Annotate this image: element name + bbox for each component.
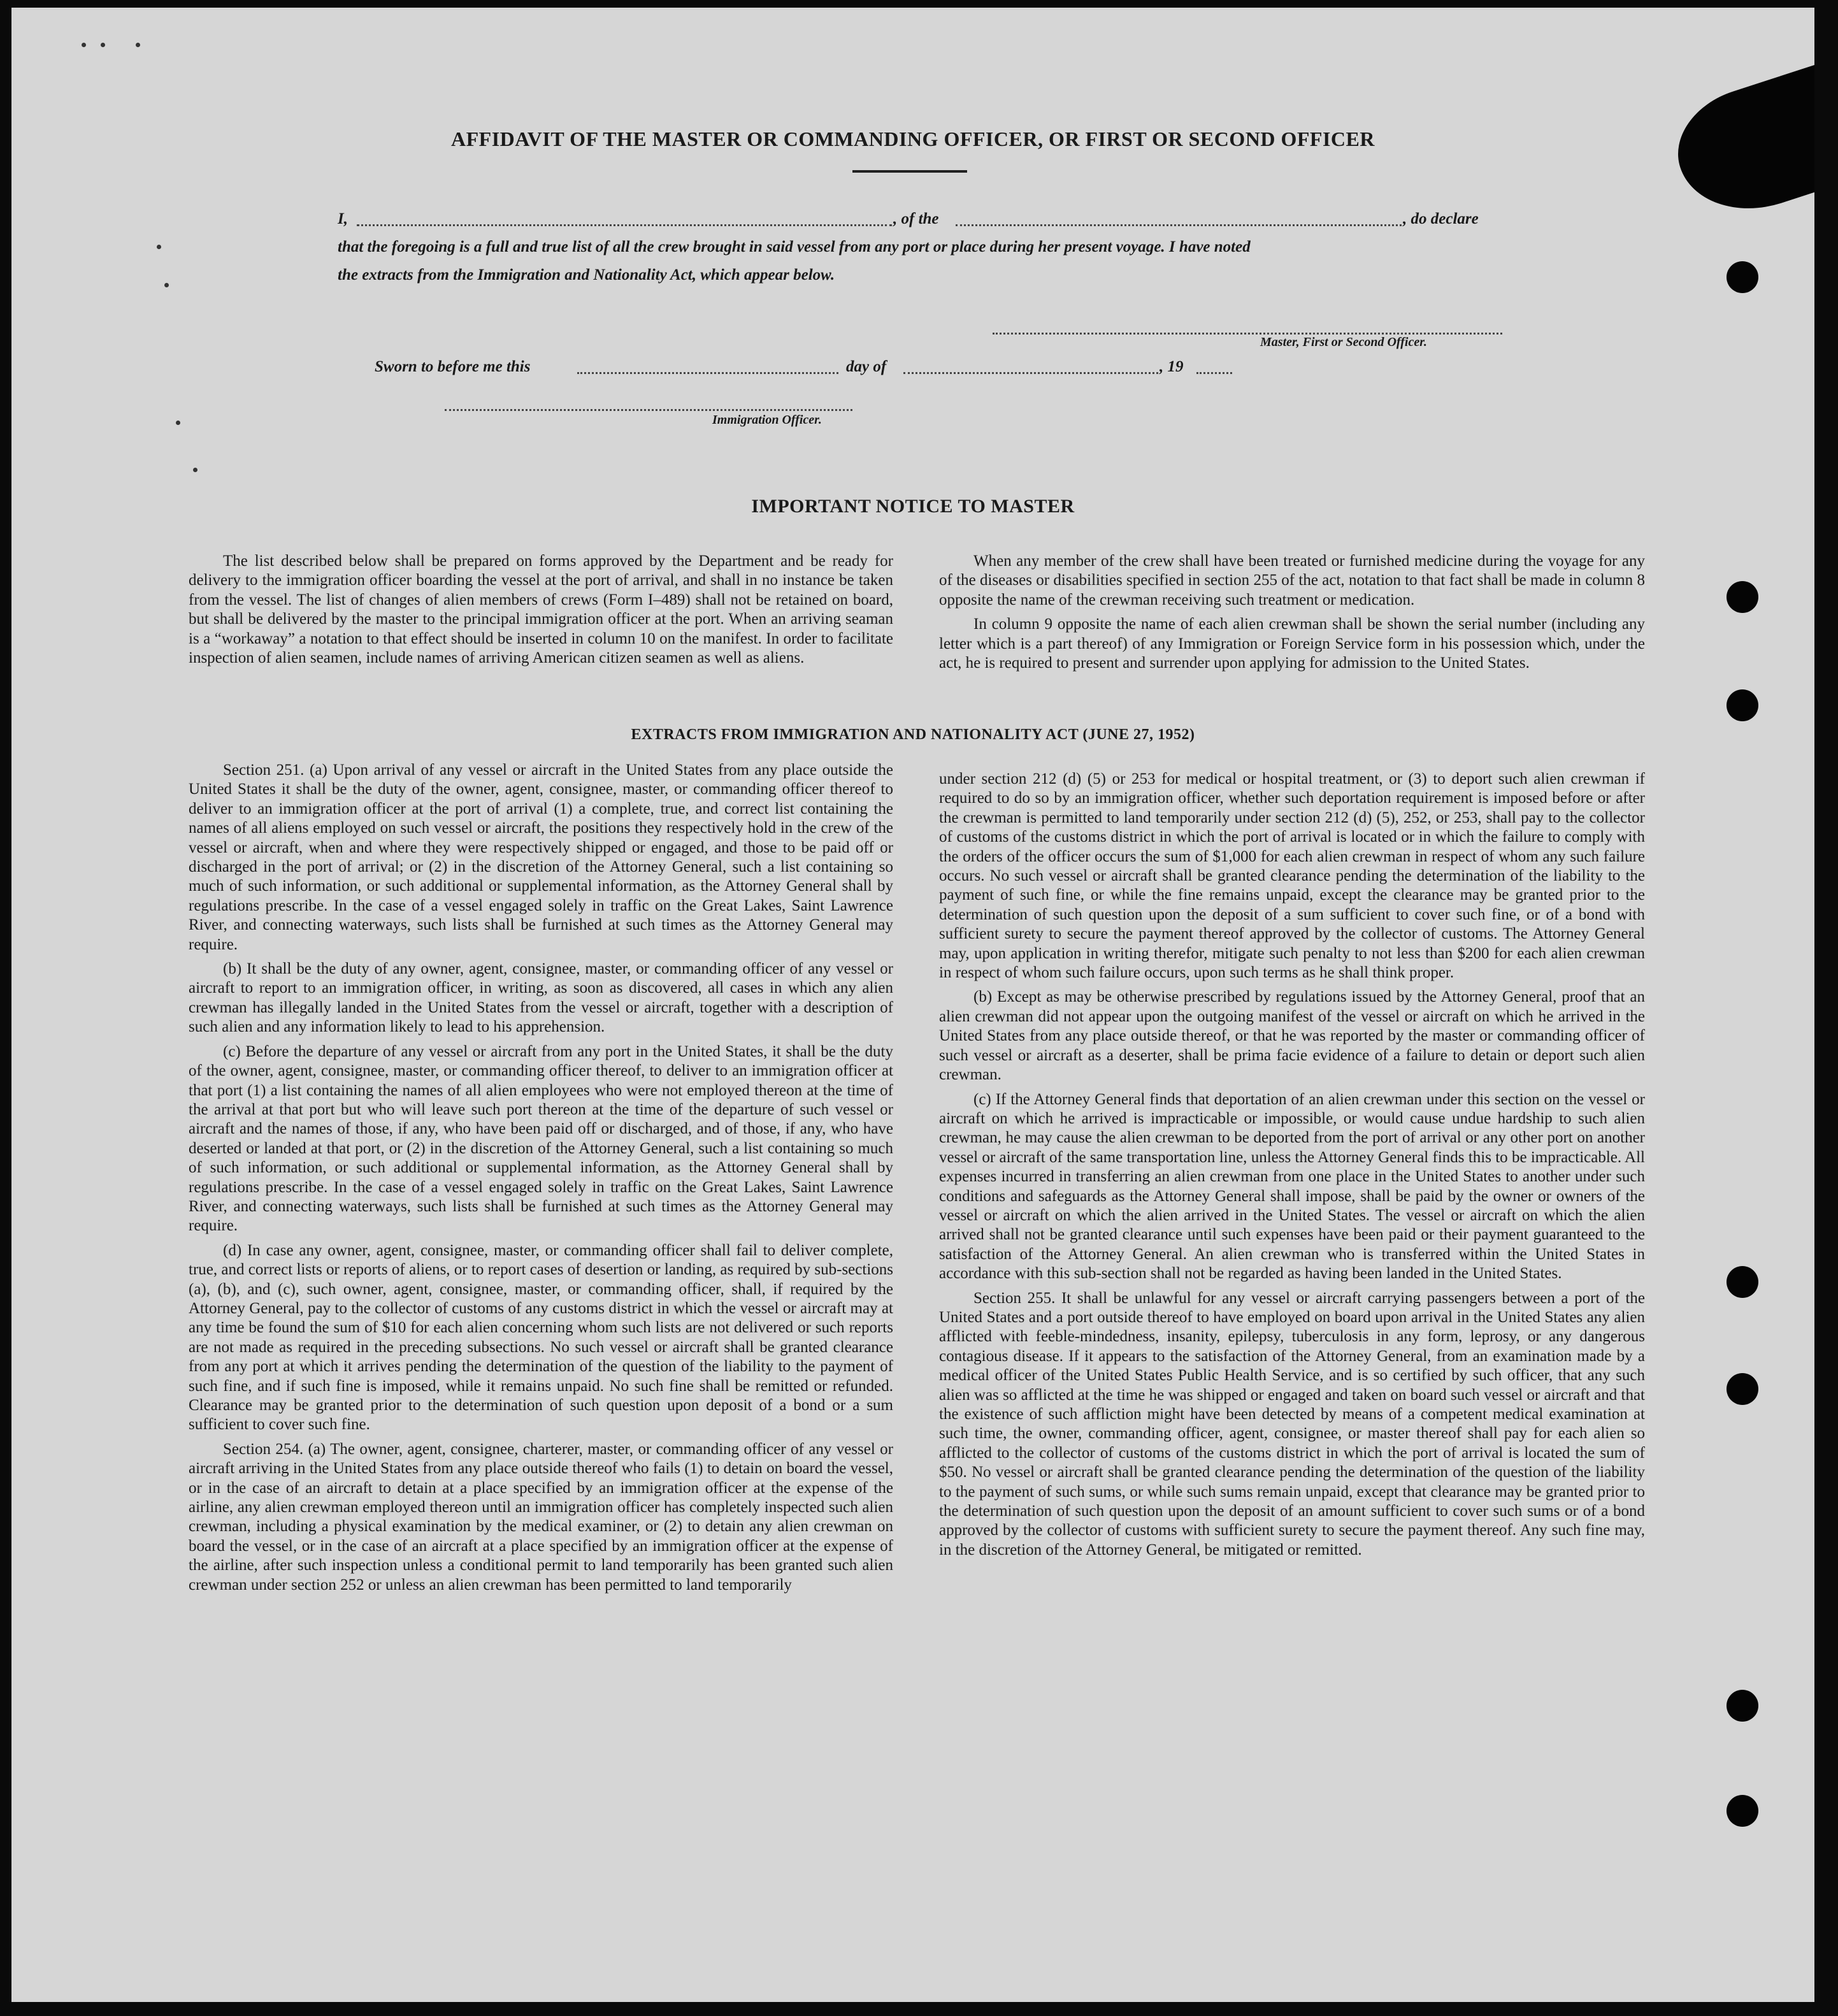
notice-left-column (189, 552, 893, 668)
margin-mark (136, 43, 140, 47)
punch-hole (1727, 1795, 1758, 1827)
punch-hole (1727, 261, 1758, 293)
sworn-year: , 19 (1160, 358, 1184, 375)
punch-hole (1727, 1690, 1758, 1722)
section-251a: Section 251. (a) Upon arrival of any vessel or aircraft in the United States from any place outside the United States it shall be the duty of the owner, agent, consignee, master, or commanding officer thereof to deliver to an immigration officer at the port of arrival (1) a complete, true, and correct list containing the names of all aliens employed on such vessel or aircraft, the positions they respectively hold in the crew of the vessel or aircraft, when and where they were respectively shipped or engaged, and those to be paid off or discharged in the port of arrival; or (2) in the discretion of the Attorney General, such a list containing so much of such information, or such additional or supplemental information, as the Attorney General shall by regulations prescribe. In the case of a vessel engaged solely in traffic on the Great Lakes, Saint Lawrence River, and connecting waterways, such lists shall be furnished at such times as the Attorney General may require. (189, 761, 893, 953)
punch-hole (1727, 1266, 1758, 1298)
immigration-officer-caption: Immigration Officer. (712, 413, 822, 427)
notice-right-column (939, 552, 1645, 673)
section-255: Section 255. It shall be unlawful for any vessel or aircraft carrying passengers between a port of the United States and a port outside thereof to have employed on board upon arrival in the United States any alien afflicted with feeble-mindedness, insanity, epilepsy, tuberculosis in any form, leprosy, or any dangerous contagious disease. If it appears to the satisfaction of the Attorney General, from an examination made by a medical officer of the United States Public Health Service, and is so certified by such officer, that any such alien was so afflicted at the time he was shipped or engaged and taken on board such vessel or aircraft and that the existence of such affliction might have been detected by means of a competent medical examination at such time, the owner, commanding officer, agent, consignee, or master thereof shall pay for each alien so afflicted to the collector of customs of the customs district in which the port of arrival is located the sum of $50. No vessel or aircraft shall be granted clearance pending the determination of the question of the liability to the payment of such sums, or while such sums remain unpaid, except that clearance may be granted prior to the determination of such question upon the deposit of an amount sufficient to cover such sums or of a bond approved by the collector of customs with sufficient surety to secure the payment thereof. Any such fine may, in the discretion of the Attorney General, be mitigated or remitted. (939, 1289, 1645, 1559)
section-254c: (c) If the Attorney General finds that deportation of an alien crewman under this section on the vessel or aircraft on which he arrived is impracticable or impossible, or would cause undue hardship to such alien crewman, he may cause the alien crewman to be deported from the port of arrival or any other port on another vessel or aircraft of the same transportation line, unless the Attorney General finds this to be impracticable. All expenses incurred in transferring an alien crewman from one place in the United States to another under such conditions and safeguards as the Attorney General shall impose, shall be paid by the owner or owners of the vessel or aircraft on which the alien arrived in the United States. The vessel or aircraft on which the alien arrived shall not be granted clearance until such expenses have been paid or their payment guaranteed to the satisfaction of the Attorney General. An alien crewman who is transferred within the United States in accordance with this sub-section shall not be regarded as having been landed in the United States. (939, 1090, 1645, 1283)
title-rule (852, 170, 967, 173)
section-254a: Section 254. (a) The owner, agent, consignee, charterer, master, or commanding officer of any vessel or aircraft arriving in the United States from any place outside thereof who fails (1) to detain on board the vessel, or in the case of an aircraft to detain at a place specified by an immigration officer at the expense of the airline, any alien crewman employed thereon until an immigration officer has completely inspected such alien crewman, including a physical examination by the medical examiner, or (2) to detain any alien crewman on board the vessel, or in the case of an aircraft at a place specified by an immigration officer at the expense of the airline, after such inspection unless a conditional permit to land temporarily has been granted such alien crewman under section 252 or unless an alien crewman has been permitted to land temporarily (189, 1440, 893, 1594)
sworn-year-field[interactable] (1196, 358, 1232, 374)
signature-caption: Master, First or Second Officer. (1260, 335, 1427, 349)
immigration-officer-field[interactable] (445, 403, 852, 411)
sworn-month-field[interactable] (903, 358, 1158, 374)
sworn-day-field[interactable] (577, 358, 838, 374)
punch-hole (1727, 581, 1758, 613)
notice-paragraph: When any member of the crew shall have been treated or furnished medicine during the voyage for any of the diseases or disabilities specified in section 255 of the act, notation to that fact shall be made in column 8 opposite the name of the crewman receiving such treatment or medication. (939, 552, 1645, 608)
sworn-line (375, 358, 1267, 378)
notice-paragraph: The list described below shall be prepared on forms approved by the Department and be ready for delivery to the immigration officer boarding the vessel at the port of arrival, and shall in no instance be taken from the vessel. The list of changes of alien members of crews (Form I–489) shall not be retained on board, but shall be delivered by the master to the principal immigration officer at the port. When an arriving seaman is a “workaway” a notation to that effect should be inserted in column 10 on the manifest. In order to facilitate inspection of alien seamen, include names of arriving American citizen seamen as well as aliens. (189, 552, 893, 667)
extracts-left-column (189, 761, 893, 1595)
margin-mark (157, 245, 161, 249)
margin-mark (82, 43, 86, 47)
margin-mark (193, 468, 197, 472)
declaration-line (338, 210, 1497, 231)
section-251d: (d) In case any owner, agent, consignee, master, or commanding officer shall fail to deliver complete, true, and correct lists or reports of aliens, or to report cases of desertion or landing, as required by sub-sections (a), (b), and (c), such owner, agent, consignee, master, or commanding officer, shall, if required by the Attorney General, pay to the collector of customs of any customs district in which the vessel or aircraft may at any time be found the sum of $10 for each alien concerning whom such lists are not delivered or such reports are not made as required in the preceding subsections. No such vessel or aircraft shall be granted clearance from any port at which it arrives pending the determination of the question of the liability to the payment of such fine, and if such fine is imposed, while it remains unpaid. No such fine shall be remitted or refunded. Clearance may be granted prior to the determination of such question upon deposit of a bond or a sum sufficient to cover such fine. (189, 1241, 893, 1434)
vessel-field[interactable] (956, 210, 1402, 226)
margin-mark (164, 283, 169, 287)
margin-mark (101, 43, 105, 47)
notice-paragraph: In column 9 opposite the name of each alien crewman shall be shown the serial number (including any letter which is a part thereof) of any Immigration or Foreign Service form in his possession which, under the act, he is required to present and surrender upon applying for admission to the United States. (939, 616, 1645, 672)
document-page (11, 8, 1814, 2002)
section-251c: (c) Before the departure of any vessel or aircraft from any port in the United States, it shall be the duty of the owner, agent, consignee, master, or commanding officer thereof, to deliver to an immigration officer at that port (1) a list containing the names of all alien employees who were not employed thereon at the time of the arrival at that port but who will leave such port thereon at the time of the departure of such vessel or aircraft and the names of those, if any, who have been paid off or discharged, and of those, if any, who have deserted or landed at that port, or (2) in the discretion of the Attorney General, such a list containing so much of such information, or such additional or supplemental information, as the Attorney General shall by regulations prescribe. In the case of a vessel engaged solely in traffic on the Great Lakes, Saint Lawrence River, and connecting waterways, such lists shall be furnished at such times as the Attorney General may require. (189, 1042, 893, 1235)
section-254a-continued: under section 212 (d) (5) or 253 for medical or hospital treatment, or (3) to deport such alien crewman if required to do so by an immigration officer, whether such deportation requirement is imposed before or after the crewman is permitted to land temporarily under section 212 (d) (5), 252, or 253, shall pay to the collector of customs of the customs district in which the port of arrival is located or in which the failure to comply with the orders of the officer occurs the sum of $1,000 for each alien crewman in respect of whom any such failure occurs. No such vessel or aircraft shall be granted clearance pending the determination of the liability to the payment of such fine, or while the fine remains unpaid, except the clearance may be granted prior to the determination of such question upon the deposit of a sum sufficient to cover such fine, or of a bond with sufficient surety to secure the payment thereof approved by the collector of customs. The Attorney General may, upon application in writing therefor, mitigate such penalty to not less than $200 for each alien crewman in respect of whom such failure occurs, upon such terms as he shall think proper. (939, 770, 1645, 982)
signature-field[interactable] (993, 326, 1502, 335)
declare-of-the: , of the (893, 210, 939, 227)
declare-do-declare: , do declare (1403, 210, 1479, 227)
margin-mark (176, 421, 180, 425)
declare-i: I, (338, 210, 348, 227)
punch-hole (1727, 689, 1758, 721)
punch-hole (1727, 1373, 1758, 1405)
statement-line-2: the extracts from the Immigration and Nationality Act, which appear below. (338, 266, 835, 284)
extracts-heading: EXTRACTS FROM IMMIGRATION AND NATIONALITY ACT (JUNE 27, 1952) (631, 726, 1195, 743)
statement-line-1: that the foregoing is a full and true list of all the crew brought in said vessel from any port or place during her present voyage. I have noted (338, 238, 1251, 256)
affidavit-title: AFFIDAVIT OF THE MASTER OR COMMANDING OFFICER, OR FIRST OR SECOND OFFICER (451, 127, 1375, 150)
notice-heading: IMPORTANT NOTICE TO MASTER (751, 496, 1075, 517)
section-251b: (b) It shall be the duty of any owner, agent, consignee, master, or commanding officer of any vessel or aircraft to report to an immigration officer, in writing, as soon as discovered, all cases in which any alien crewman has illegally landed in the United States from the vessel or aircraft, together with a description of such alien and any information likely to lead to his apprehension. (189, 960, 893, 1036)
section-254b: (b) Except as may be otherwise prescribed by regulations issued by the Attorney General, proof that an alien crewman did not appear upon the outgoing manifest of the vessel or aircraft on which he arrived in the United States from any place outside thereof, or that he was reported by the master or commanding officer of such vessel or aircraft as a deserter, shall be prima facie evidence of a failure to detain or deport such alien crewman. (939, 988, 1645, 1084)
sworn-day-of: day of (846, 358, 887, 375)
sworn-prefix: Sworn to before me this (375, 358, 531, 375)
name-field[interactable] (357, 210, 892, 226)
extracts-right-column (939, 770, 1645, 1560)
